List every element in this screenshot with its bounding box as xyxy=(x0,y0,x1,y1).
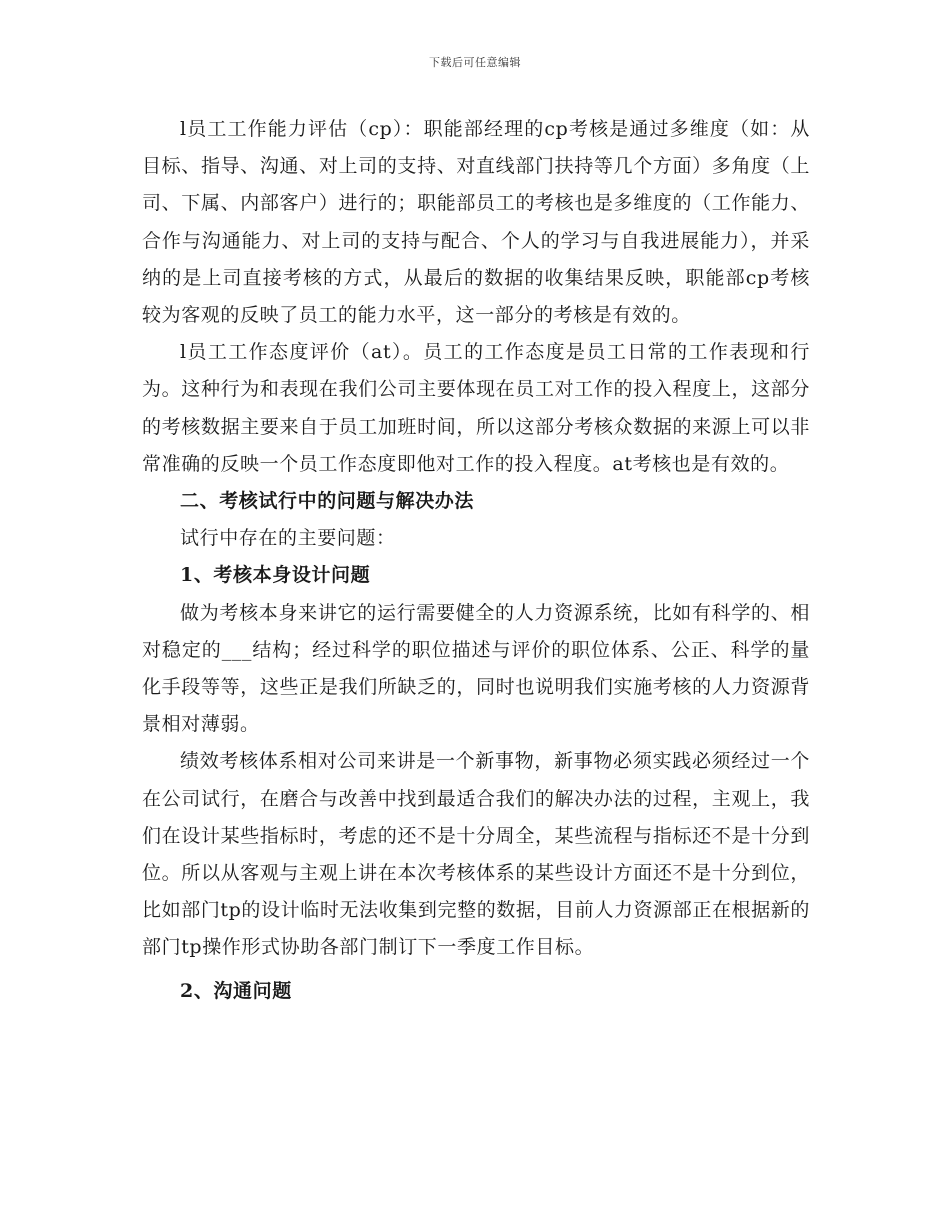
paragraph-hr-system-requirements: 做为考核本身来讲它的运行需要健全的人力资源系统，比如有科学的、相对稳定的___结构；经过科学的职位描述与评价的职位体系、公正、科学的量化手段等等，这些正是我们所缺乏的，同时也说明我们实施考核的人力资源背景相对薄弱。 xyxy=(142,601,810,736)
subheading-design-problems: 1、考核本身设计问题 xyxy=(180,564,371,587)
page-header-note: 下载后可任意编辑 xyxy=(429,56,521,69)
paragraph-attitude-evaluation: l员工工作态度评价（at）。员工的工作态度是员工日常的工作表现和行为。这种行为和表现在我们公司主要体现在员工对工作的投入程度上，这部分的考核数据主要来自于员工加班时间，所以这部分考核众数据的来源上可以非常准确的反映一个员工作态度即他对工作的投入程度。at考核也是有效的。 xyxy=(142,341,810,475)
paragraph-new-system-trial: 绩效考核体系相对公司来讲是一个新事物，新事物必须实践必须经过一个在公司试行，在磨合与改善中找到最适合我们的解决办法的过程，主观上，我们在设计某些指标时，考虑的还不是十分周全，某些流程与指标还不是十分到位。所以从客观与主观上讲在本次考核体系的某些设计方面还不是十分到位，比如部门tp的设计临时无法收集到完整的数据，目前人力资源部正在根据新的部门tp操作形式协助各部门制订下一季度工作目标。 xyxy=(142,750,810,959)
document-body xyxy=(142,111,810,1010)
paragraph-main-problems-intro: 试行中存在的主要问题： xyxy=(180,527,396,550)
section-heading-problems-solutions: 二、考核试行中的问题与解决办法 xyxy=(180,490,475,513)
paragraph-capability-assessment: l员工工作能力评估（cp）：职能部经理的cp考核是通过多维度（如：从目标、指导、沟通、对上司的支持、对直线部门扶持等几个方面）多角度（上司、下属、内部客户）进行的；职能部员工的考核也是多维度的（工作能力、合作与沟通能力、对上司的支持与配合、个人的学习与自我进展能力），并采纳的是上司直接考核的方式，从最后的数据的收集结果反映，职能部cp考核较为客观的反映了员工的能力水平，这一部分的考核是有效的。 xyxy=(142,118,810,327)
subheading-communication-problems: 2、沟通问题 xyxy=(180,979,292,1002)
